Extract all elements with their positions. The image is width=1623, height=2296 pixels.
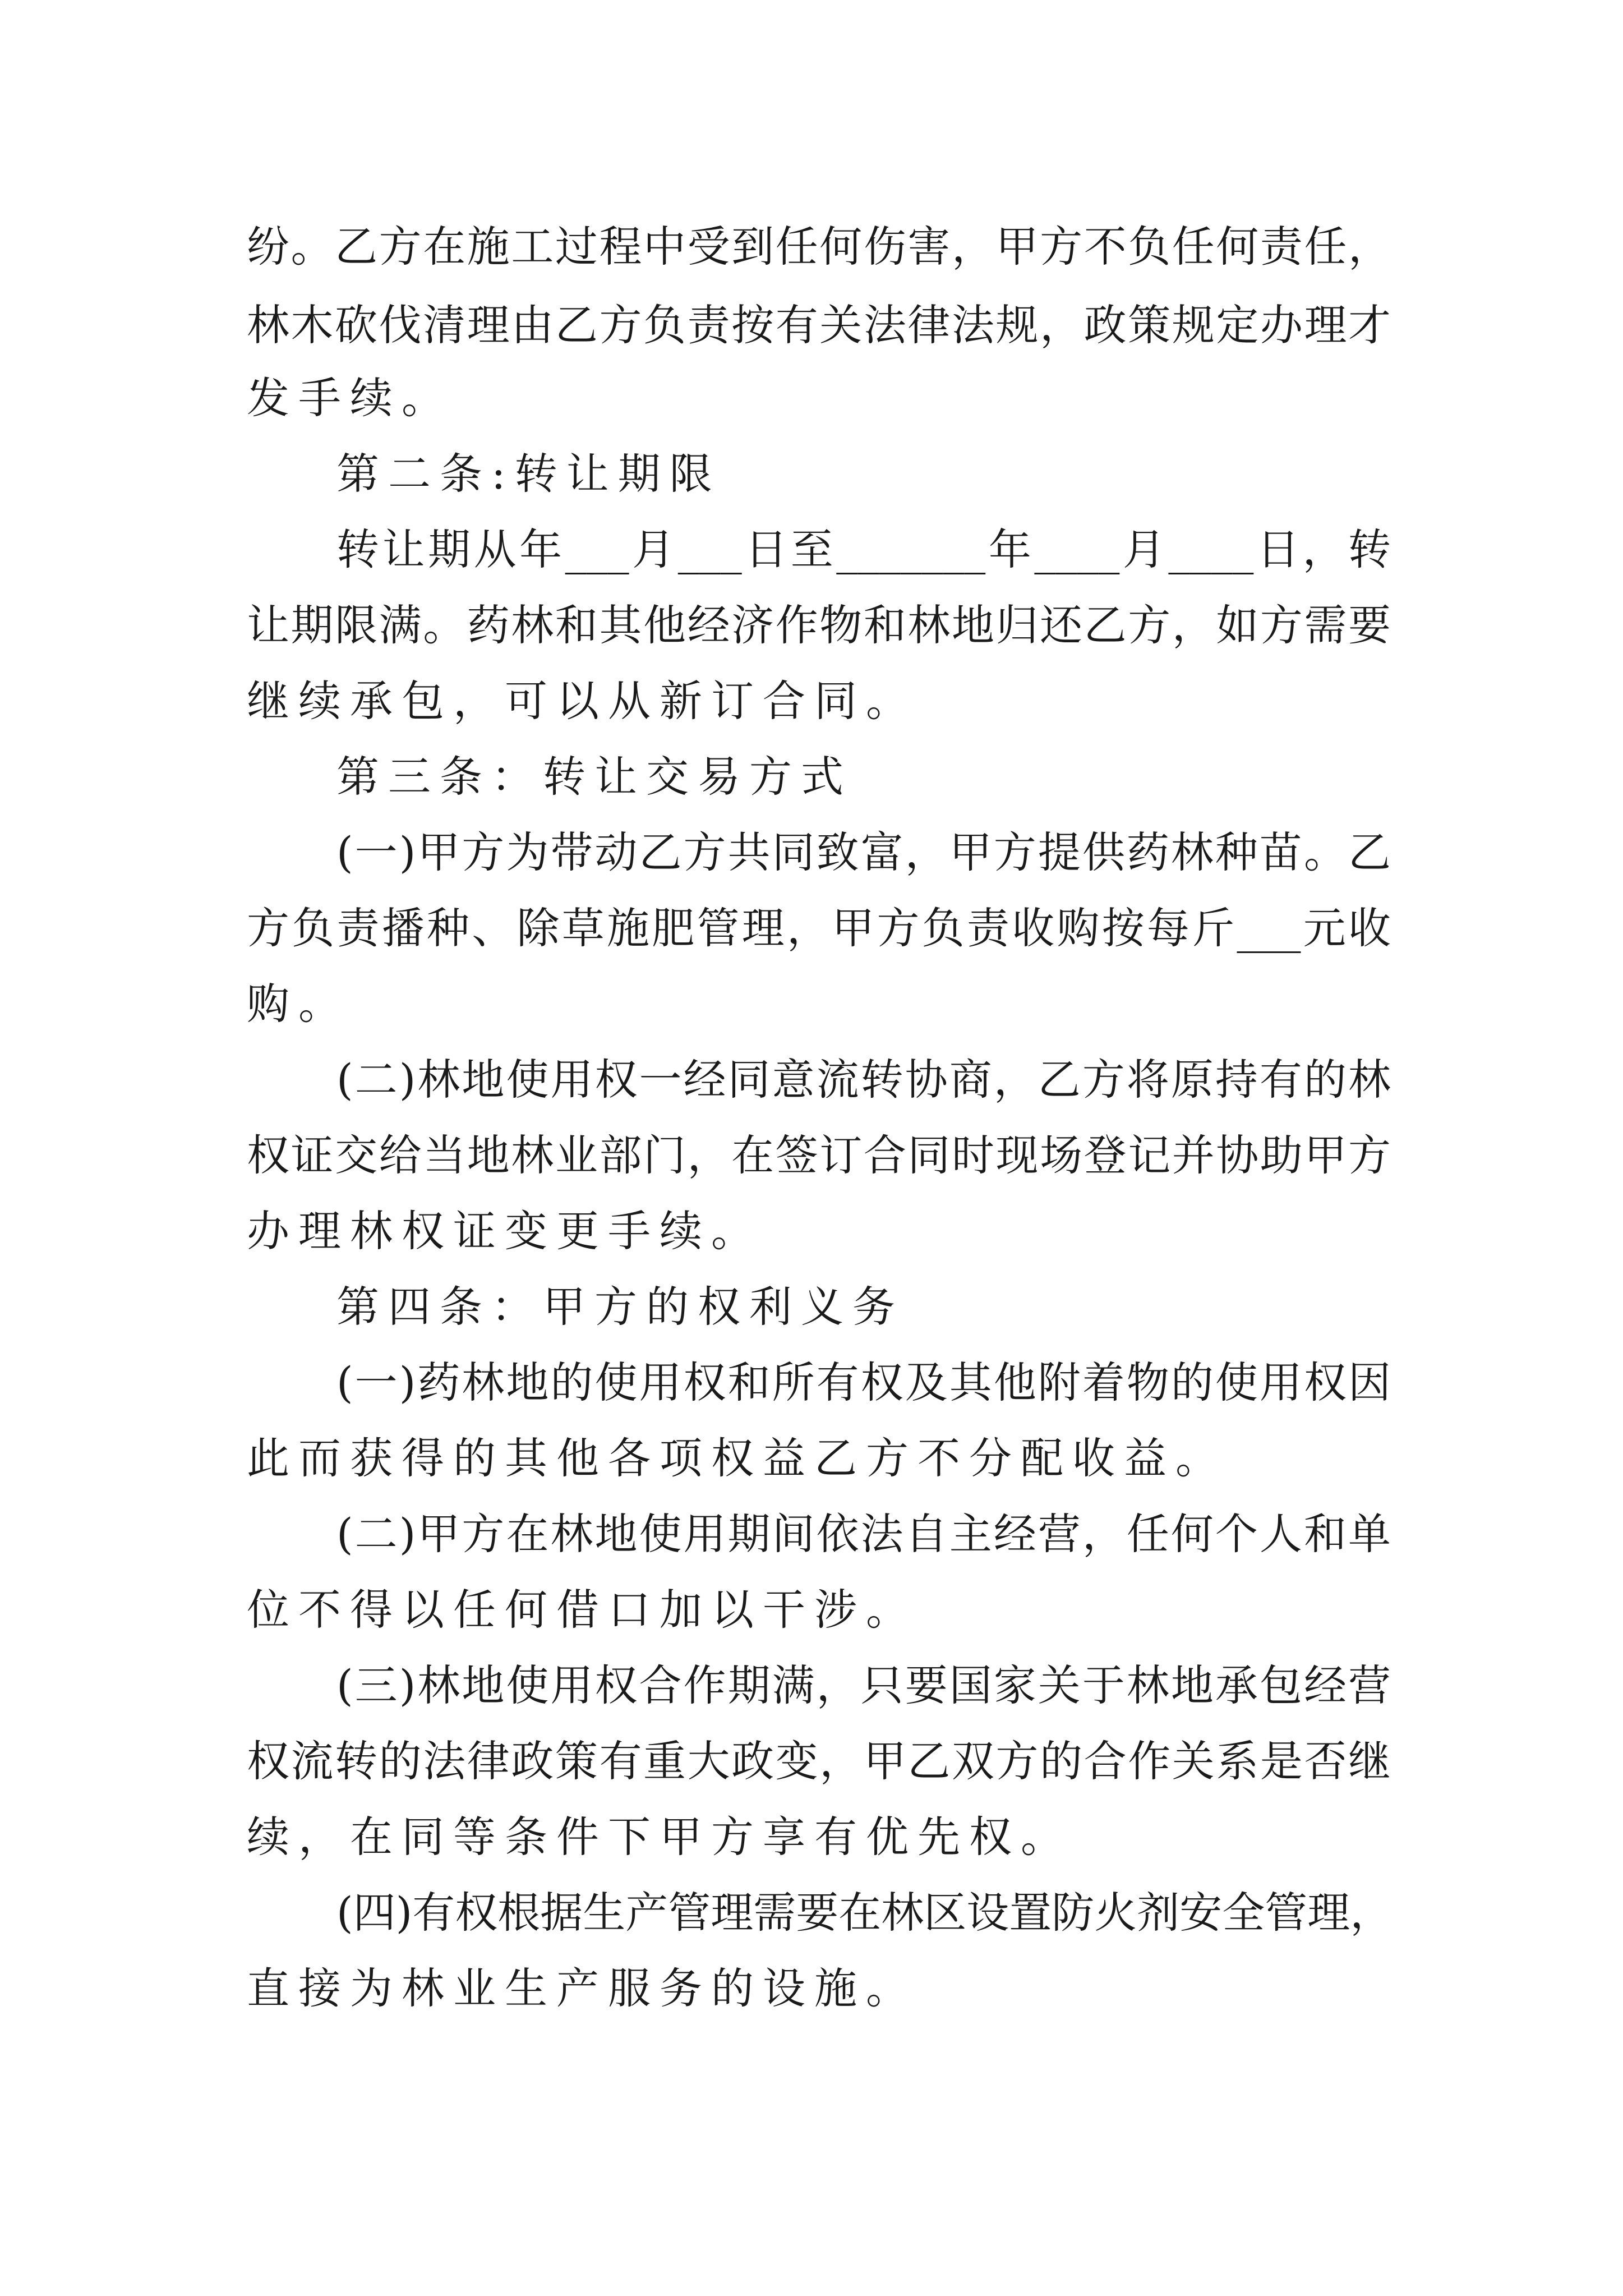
text-line: 直接为林业生产服务的设施。 — [247, 1963, 917, 2013]
text-line: 方负责播种、除草施肥管理，甲方负责收购按每斤___元收 — [247, 903, 1391, 953]
text-line: (一)药林地的使用权和所有权及其他附着物的使用权因 — [336, 1358, 1391, 1407]
text-line: 购。 — [247, 979, 350, 1029]
article-heading: 第三条：转让交易方式 — [336, 752, 852, 802]
text-line: (三)林地使用权合作期满，只要国家关于林地承包经营 — [336, 1660, 1391, 1710]
text-line: 此而获得的其他各项权益乙方不分配收益。 — [247, 1433, 1227, 1483]
text-line: 发手续。 — [247, 373, 453, 423]
text-line: (二)甲方在林地使用期间依法自主经营，任何个人和单 — [336, 1509, 1391, 1559]
text-line: 林木砍伐清理由乙方负责按有关法律法规，政策规定办理才 — [247, 300, 1391, 350]
text-line: (四)有权根据生产管理需要在林区设置防火剂安全管理， — [336, 1888, 1393, 1938]
text-line: (一)甲方为带动乙方共同致富，甲方提供药林种苗。乙 — [336, 827, 1391, 877]
text-line: 让期限满。药林和其他经济作物和林地归还乙方，如方需要 — [247, 600, 1391, 650]
text-line: 权流转的法律政策有重大政变，甲乙双方的合作关系是否继 — [247, 1736, 1391, 1786]
text-line: 位不得以任何借口加以干涉。 — [247, 1585, 917, 1635]
text-line: 继续承包，可以从新订合同。 — [247, 676, 917, 726]
text-line: (二)林地使用权一经同意流转协商，乙方将原持有的林 — [336, 1055, 1391, 1105]
text-line: 转让期从年___月___日至_______年____月____日，转 — [336, 524, 1391, 574]
article-heading: 第四条：甲方的权利义务 — [336, 1282, 904, 1332]
text-line: 纷。乙方在施工过程中受到任何伤害，甲方不负任何责任， — [247, 222, 1391, 272]
article-heading: 第二条:转让期限 — [336, 449, 721, 499]
text-line: 续，在同等条件下甲方享有优先权。 — [247, 1812, 1072, 1862]
text-line: 权证交给当地林业部门，在签订合同时现场登记并协助甲方 — [247, 1130, 1391, 1180]
text-line: 办理林权证变更手续。 — [247, 1206, 763, 1256]
